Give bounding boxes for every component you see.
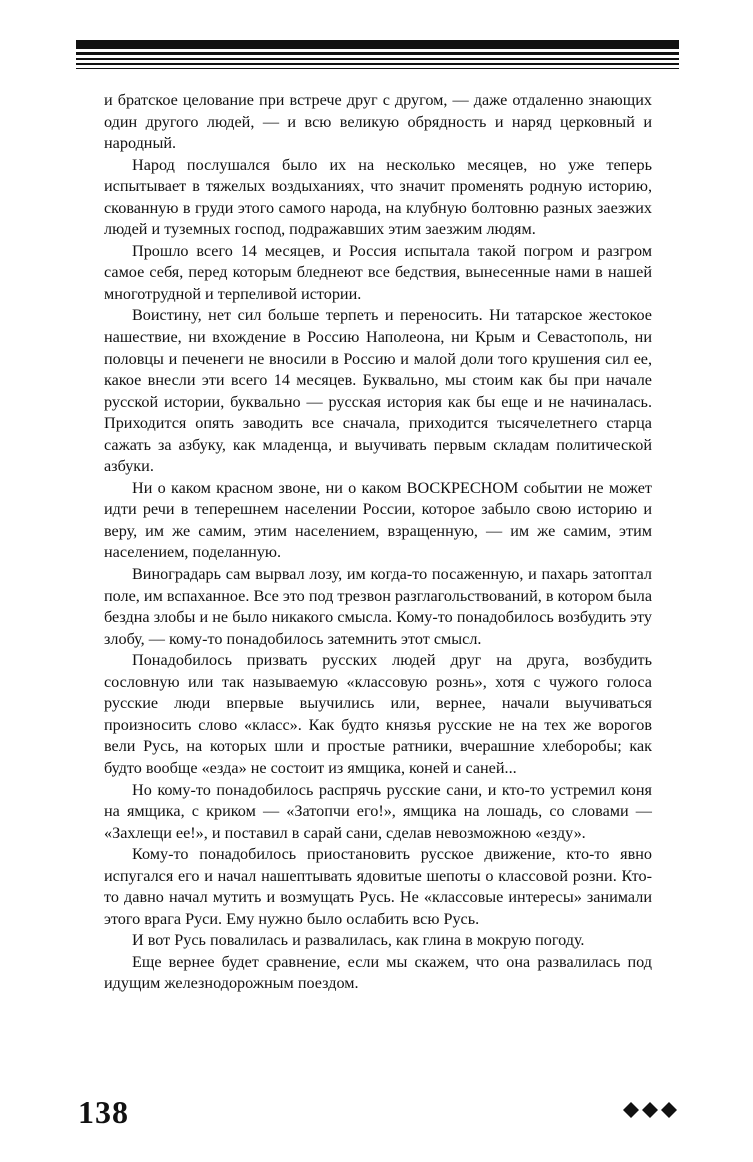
page-number: 138 — [78, 1094, 129, 1130]
paragraph: Но кому-то понадобилось распрячь русские сани, и кто-то устремил коня на ямщика, с криком — «Затопчи его!», ямщика на лошадь, со словами — «Захлещи ее!», и поставил в сарай сани, сделав невозможною «езду». — [104, 780, 652, 842]
paragraph: Еще вернее будет сравнение, если мы скажем, что она развалилась под идущим железнодорожным поездом. — [104, 952, 652, 993]
header-rule-line — [76, 52, 679, 55]
paragraph: Кому-то понадобилось приостановить русское движение, кто-то явно испугался его и начал нашептывать ядовитые шепоты о классовой розни. Кто-то давно начал мутить и возмущать Русь. Не «классовые интересы» занимали этого врага Руси. Ему нужно было ослабить всю Русь. — [104, 845, 652, 928]
paragraph: Прошло всего 14 месяцев, и Россия испытала такой погром и разгром самое себя, перед которым бледнеют все бедствия, вынесенные нами в нашей многотрудной и терпеливой истории. — [104, 241, 652, 303]
paragraph: И вот Русь повалилась и развалилась, как глина в мокрую погоду. — [132, 931, 585, 950]
paragraph: Ни о каком красном звоне, ни о каком ВОСКРЕСНОМ событии не может идти речи в теперешнем населении России, которое забыло свою историю и веру, им же самим, этим населением, взращенную, — им же самим, этим населением, поделанную. — [104, 478, 652, 562]
paragraph: Понадобилось призвать русских людей друг на друга, возбудить сословную или так называемую «классовую рознь», хотя с чужого голоса русские люди впервые выучились или, вернее, начали выучиваться произносить слово «класс». Как будто князья русские не на тех же ворогов вели Русь, на которых шли и простые ратники, вчерашние хлеборобы; как будто вообще «езда» не состоит из ямщика, коней и саней... — [104, 651, 652, 777]
paragraph: и братское целование при встрече друг с другом, — даже отдаленно знающих один другого людей, — и всю великую обрядность и наряд церковный и народный. — [104, 91, 652, 153]
paragraph: Виноградарь сам вырвал лозу, им когда-то посаженную, и пахарь затоптал поле, им вспаханное. Все это под трезвон разглагольствований, в котором была бездна злобы и не было никакого смысла. Кому-то понадобилось возбудить эту злобу, — кому-то понадобилось затемнить этот смысл. — [104, 565, 652, 648]
paragraph: Воистину, нет сил больше терпеть и переносить. Ни татарское жестокое нашествие, ни вхождение в Россию Наполеона, ни Крым и Севастополь, ни половцы и печенеги не вносили в Россию и малой доли того крушения сил ее, какое внесли эти всего 14 месяцев. Буквально, мы стоим как бы при начале русской истории, буквально — русская история как бы еще и не начиналась. Приходится опять заводить все сначала, приходится тысячелетнего старца сажать за азбуку, как младенца, и выучивать первым складам политической азбуки. — [104, 306, 652, 476]
header-rule-line — [76, 63, 679, 65]
three-diamonds-ornament-icon — [622, 1100, 678, 1120]
paragraph: Народ послушался было их на несколько месяцев, но уже теперь испытывает в тяжелых воздыханиях, что значит променять родную историю, скованную в груди этого самого народа, на клубную болтовню разных заезжих людей и туземных господ, подражавших этим заезжим людям. — [104, 155, 652, 239]
body-text — [104, 90, 652, 995]
header-rule-line — [76, 68, 679, 69]
header-rule-thick-bar — [76, 40, 679, 49]
header-rule-line — [76, 58, 679, 60]
header-rule — [76, 40, 679, 70]
